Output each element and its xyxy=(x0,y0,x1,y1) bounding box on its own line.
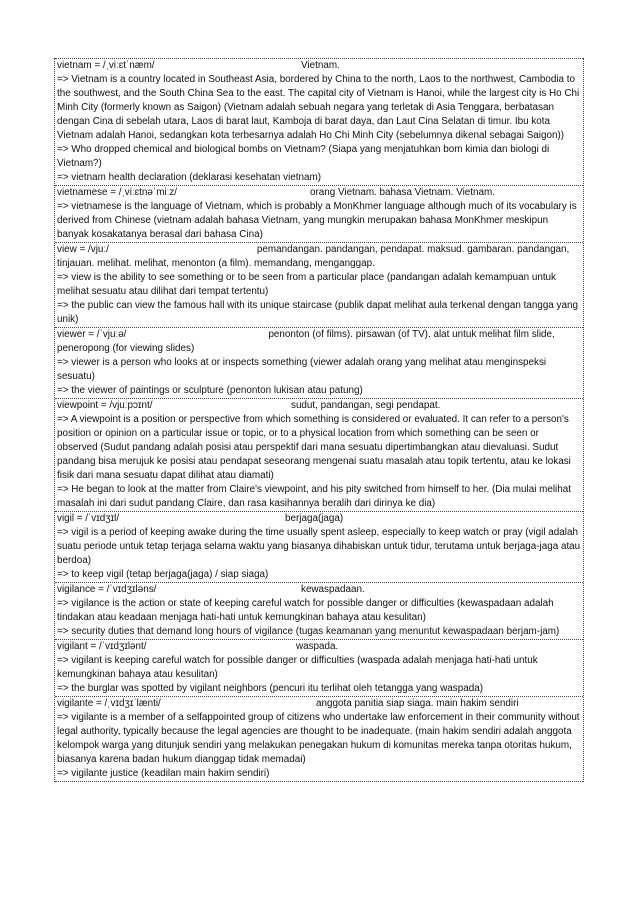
entry-header xyxy=(57,697,581,711)
entry-viewpoint xyxy=(55,398,583,511)
entry-definition: => viewer is a person who looks at or inspects something (viewer adalah orang yang melihat atau menginspeksi sesuatu) xyxy=(57,357,547,382)
entry-view xyxy=(55,242,583,327)
entry-definition: => vigilance is the action or state of keeping careful watch for possible danger or difficulties (kewaspadaan adalah tindakan atau keadaan menjaga hati-hati untuk kemungkinan bahaya atau kesulitan) xyxy=(57,598,554,623)
entry-term: vigil = /ˈvɪdʒɪl/ xyxy=(57,513,120,524)
entry-term: view = /vjuː/ xyxy=(57,244,109,255)
entry-example: => the public can view the famous hall with its unique staircase (publik dapat melihat aula terkenal dengan tangga yang unik) xyxy=(57,300,578,325)
entry-header xyxy=(57,399,581,413)
entry-definition: => vigilant is keeping careful watch for possible danger or difficulties (waspada adalah menjaga hati-hati untuk kemungkinan bahaya atau kesulitan) xyxy=(57,655,538,680)
entry-definition: => vietnamese is the language of Vietnam, which is probably a MonKhmer language although much of its vocabulary is derived from Chinese (vietnam adalah bahasa Vietnam, yang mungkin merupakan bahasa MonKhmer meskipun banyak kosakatanya berasal dari bahasa Cina) xyxy=(57,201,577,240)
entry-definition: => vigil is a period of keeping awake during the time usually spent asleep, especially to keep watch or pray (vigil adalah suatu periode untuk tetap terjaga selama waktu yang biasanya dihabiskan untuk tidur, terutama untuk berjaga-jaga atau berdoa) xyxy=(57,527,581,566)
entry-example: => security duties that demand long hours of vigilance (tugas keamanan yang menuntut kewaspadaan berjam-jam) xyxy=(57,626,560,637)
entry-example: => to keep vigil (tetap berjaga(jaga) / siap siaga) xyxy=(57,569,269,580)
entry-term: vietnamese = /ˌviːɛtnəˈmiːz/ xyxy=(57,187,178,198)
entry-example: => He began to look at the matter from Claire's viewpoint, and his pity switched from himself to her. (Dia mulai melihat masalah ini dari sudut pandang Claire, dan rasa kasihannya beralih dari dirinya ke dia) xyxy=(57,484,571,509)
entry-header xyxy=(57,583,581,597)
entry-term: vigilance = /ˈvɪdʒɪləns/ xyxy=(57,584,157,595)
entry-term: viewpoint = /vjuːpɔɪnt/ xyxy=(57,400,153,411)
entry-example: => the viewer of paintings or sculpture (penonton lukisan atau patung) xyxy=(57,385,363,396)
entry-meaning: kewaspadaan. xyxy=(301,584,365,595)
entry-meaning: penonton (of films). pirsawan (of TV). alat untuk melihat film slide, peneropong (for viewing slides) xyxy=(57,329,555,354)
entry-vietnamese xyxy=(55,185,583,242)
entry-header xyxy=(57,328,581,356)
entry-definition: => A viewpoint is a position or perspective from which something is considered or evaluated. It can refer to a person's position or opinion on a particular issue or topic, or to a physical location from which something can be seen or observed (Sudut pandang adalah posisi atau perspektif dari mana sesuatu dipertimbangkan atau dievaluasi. Sudut pandang bisa merujuk ke posisi atau pendapat seseorang mengenai suatu masalah atau topik tertentu, atau ke lokasi fisik dari mana sesuatu dapat dilihat atau diamati) xyxy=(57,414,571,481)
entry-definition: => Vietnam is a country located in Southeast Asia, bordered by China to the north, Laos to the northwest, Cambodia to the southwest, and the South China Sea to the east. The capital city of Vietnam is Hanoi, while the largest city is Ho Chi Minh City (formerly known as Saigon) (Vietnam adalah sebuah negara yang terletak di Asia Tenggara, berbatasan dengan Cina di sebelah utara, Laos di barat laut, Kamboja di barat daya, dan Laut Cina Selatan di timur. Ibu kota Vietnam adalah Hanoi, sedangkan kota terbesarnya adalah Ho Chi Minh City (sebelumnya dikenal sebagai Saigon)) xyxy=(57,74,580,141)
entry-definition: => vigilante is a member of a selfappointed group of citizens who undertake law enforcement in their community without legal authority, typically because the legal agencies are thought to be inadequate. (main hakim sendiri adalah anggota kelompok warga yang ditunjuk sendiri yang melakukan penegakan hukum di komunitas mereka tanpa otoritas hukum, biasanya karena badan hukum dianggap tidak memadai) xyxy=(57,712,580,765)
entry-vigilant xyxy=(55,639,583,696)
entry-header xyxy=(57,186,581,200)
entry-vietnam xyxy=(55,58,583,185)
entry-example: => the burglar was spotted by vigilant neighbors (pencuri itu terlihat oleh tetangga yang waspada) xyxy=(57,683,483,694)
entry-header xyxy=(57,243,581,271)
entry-meaning: berjaga(jaga) xyxy=(285,513,344,524)
entry-term: vigilant = /ˈvɪdʒɪlənt/ xyxy=(57,641,147,652)
entry-example: => vietnam health declaration (deklarasi kesehatan vietnam) xyxy=(57,172,322,183)
entry-definition: => view is the ability to see something or to be seen from a particular place (pandangan adalah kemampuan untuk melihat sesuatu atau dilihat dari tempat tertentu) xyxy=(57,272,556,297)
entry-meaning: orang Vietnam. bahasa Vietnam. Vietnam. xyxy=(310,187,496,198)
entry-meaning: waspada. xyxy=(296,641,339,652)
entry-header xyxy=(57,59,581,73)
entry-meaning: pemandangan. pandangan, pendapat. maksud. gambaran. pandangan, tinjauan. melihat. melihat, menonton (a film). memandang, menganggap. xyxy=(57,244,570,269)
entry-example: => vigilante justice (keadilan main hakim sendiri) xyxy=(57,768,270,779)
entry-term: vigilante = /ˌvɪdʒɪˈlænti/ xyxy=(57,698,161,709)
dictionary-page xyxy=(54,58,584,782)
entry-header xyxy=(57,512,581,526)
entry-meaning: sudut, pandangan, segi pendapat. xyxy=(291,400,441,411)
entry-vigil xyxy=(55,511,583,582)
entry-meaning: anggota panitia siap siaga. main hakim sendiri xyxy=(316,698,519,709)
entry-header xyxy=(57,640,581,654)
entry-term: vietnam = /ˌviːɛtˈnæm/ xyxy=(57,60,155,71)
entry-vigilante xyxy=(55,696,583,782)
entry-vigilance xyxy=(55,582,583,639)
entry-viewer xyxy=(55,327,583,398)
entry-meaning: Vietnam. xyxy=(301,60,340,71)
entry-example: => Who dropped chemical and biological bombs on Vietnam? (Siapa yang menjatuhkan bom kimia dan biologi di Vietnam?) xyxy=(57,144,550,169)
entry-term: viewer = /ˈvjuːə/ xyxy=(57,329,127,340)
